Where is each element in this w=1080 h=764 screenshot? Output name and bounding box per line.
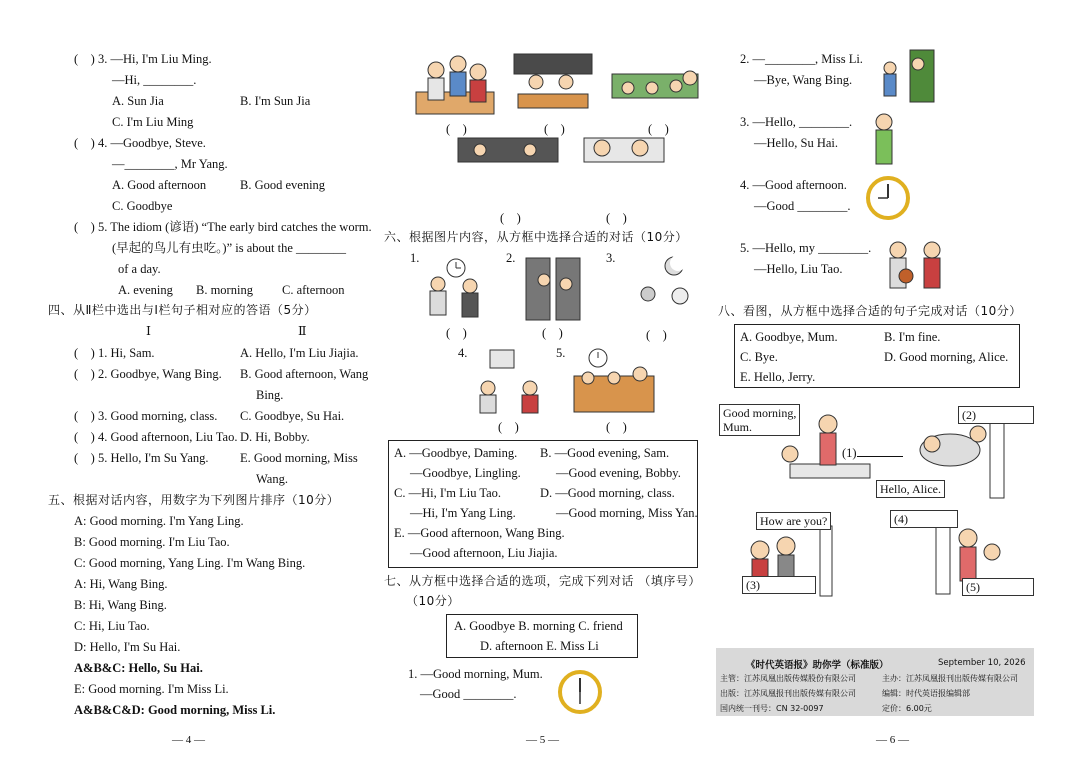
footer-serial-number: 国内统一刊号：CN 32-0097	[720, 704, 824, 713]
page-number-5: — 5 —	[526, 734, 559, 746]
section-6-pictures-row2	[470, 346, 660, 416]
bubble-how-are-you: How are you?	[756, 512, 831, 530]
cloze-4-line1: 4. —Good afternoon.	[740, 178, 847, 192]
q4-option-b: B. Good evening	[240, 178, 326, 192]
dialog-line-7: D: Hello, I'm Su Hai.	[74, 640, 181, 654]
s6-paren-5: ( )	[606, 420, 627, 434]
page-number-4: — 4 —	[172, 734, 205, 746]
picture-1	[416, 56, 494, 114]
pic-number-1: 1.	[410, 251, 420, 265]
s8-option-c: C. Bye.	[740, 350, 778, 364]
picture-5	[584, 138, 664, 162]
answer-paren-4: ( )	[500, 211, 521, 225]
bubble-hello-alice: Hello, Alice.	[876, 480, 945, 498]
blank-3-label: (3)	[746, 578, 760, 592]
option-d-line2: —Good morning, Miss Yan.	[556, 506, 698, 520]
s6-paren-3: ( )	[646, 328, 667, 342]
q3-option-a: A. Sun Jia	[112, 94, 164, 108]
page-number-6: — 6 —	[876, 734, 909, 746]
cloze-4-line2: —Good ________.	[754, 199, 851, 213]
alarm-clock-icon	[556, 668, 604, 716]
match-item-4: ( ) 4. Good afternoon, Liu Tao.	[74, 430, 238, 444]
blank-1-line[interactable]	[857, 456, 903, 457]
s8-option-a: A. Goodbye, Mum.	[740, 330, 838, 344]
word-options-line2: D. afternoon E. Miss Li	[480, 639, 599, 653]
q4-stem: ( ) 4. —Goodbye, Steve.	[74, 136, 206, 150]
match-answer-c: C. Goodbye, Su Hai.	[240, 409, 345, 423]
girl-waving-picture	[866, 110, 902, 168]
q5-option-a: A. evening	[118, 283, 173, 297]
footer-price: 定价：6.00元	[882, 704, 932, 713]
q5-option-c: C. afternoon	[282, 283, 345, 297]
clock-icon	[447, 259, 465, 277]
match-item-5: ( ) 5. Hello, I'm Su Yang.	[74, 451, 209, 465]
s6-paren-4: ( )	[498, 420, 519, 434]
option-a-line1: A. —Goodbye, Daming.	[394, 446, 518, 460]
blank-5	[962, 578, 1034, 596]
blank-2	[958, 406, 1034, 424]
q5-stem-line3: of a day.	[118, 262, 161, 276]
footer-date: September 10, 2026	[938, 658, 1026, 668]
section-7-score: （10分）	[406, 594, 460, 608]
cloze-5-line2: —Hello, Liu Tao.	[754, 262, 843, 276]
q5-option-b: B. morning	[196, 283, 253, 297]
s8-option-d: D. Good morning, Alice.	[884, 350, 1009, 364]
column-1-label: Ⅰ	[146, 324, 151, 338]
match-answer-b: B. Good afternoon, Wang	[240, 367, 369, 381]
s6-paren-1: ( )	[446, 326, 467, 340]
cloze-5-line1: 5. —Hello, my ________.	[740, 241, 872, 255]
dialog-line-5: B: Hi, Wang Bing.	[74, 598, 167, 612]
footer-title: 《时代英语报》助你学（标准版）	[746, 660, 889, 671]
answer-paren-3: ( )	[648, 122, 669, 136]
answer-paren-2: ( )	[544, 122, 565, 136]
section-7-heading: 七、从方框中选择合适的选项，完成下列对话 （填序号）	[384, 574, 701, 588]
option-b-line2: —Good evening, Bobby.	[556, 466, 681, 480]
pic-number-2: 2.	[506, 251, 516, 265]
q3-option-c: C. I'm Liu Ming	[112, 115, 194, 129]
s8-option-e: E. Hello, Jerry.	[740, 370, 816, 384]
clock-icon	[864, 174, 912, 222]
q5-stem-line2: (早起的鸟儿有虫吃。)” is about the ________	[112, 241, 347, 255]
dialog-line-2: B: Good morning. I'm Liu Tao.	[74, 535, 230, 549]
cloze-1-line1: 1. —Good morning, Mum.	[408, 667, 543, 681]
dialog-line-3: C: Good morning, Yang Ling. I'm Wang Bing.	[74, 556, 306, 570]
dialog-line-10: A&B&C&D: Good morning, Miss Li.	[74, 703, 276, 717]
footer-editor: 编辑：时代英语报编辑部	[882, 689, 970, 698]
bubble-good-morning	[719, 404, 800, 436]
option-c-line1: C. —Hi, I'm Liu Tao.	[394, 486, 502, 500]
cloze-2-line1: 2. —________, Miss Li.	[740, 52, 863, 66]
blank-1-label: (1)	[842, 446, 857, 460]
answer-paren-5: ( )	[606, 211, 627, 225]
section-8-heading: 八、看图，从方框中选择合适的句子完成对话（10分）	[718, 304, 1022, 318]
teacher-student-picture	[876, 48, 936, 104]
q4-option-a: A. Good afternoon	[112, 178, 207, 192]
publication-info-footer	[716, 648, 1034, 716]
match-answer-e: E. Good morning, Miss	[240, 451, 358, 465]
q5-stem: ( ) 5. The idiom (谚语) “The early bird catches the worm.	[74, 220, 372, 234]
pic-number-4: 4.	[458, 346, 468, 360]
cloze-1-line2: —Good ________.	[420, 687, 517, 701]
moon-icon	[665, 255, 686, 275]
picture-4	[458, 138, 558, 162]
pic-number-3: 3.	[606, 251, 616, 265]
match-item-1: ( ) 1. Hi, Sam.	[74, 346, 155, 360]
q4-option-c: C. Goodbye	[112, 199, 173, 213]
s6-paren-2: ( )	[542, 326, 563, 340]
section-4-heading: 四、从Ⅱ栏中选出与Ⅰ栏句子相对应的答语（5分）	[48, 303, 317, 317]
section-5-heading: 五、根据对话内容，用数字为下列图片排序（10分）	[48, 493, 340, 507]
picture-2	[514, 54, 592, 108]
option-b-line1: B. —Good evening, Sam.	[540, 446, 670, 460]
picture-3	[612, 71, 698, 98]
dialog-line-8: A&B&C: Hello, Su Hai.	[74, 661, 203, 675]
blank-4-label: (4)	[894, 512, 908, 526]
section-6-pictures-row1	[420, 254, 700, 326]
option-c-line2: —Hi, I'm Yang Ling.	[410, 506, 516, 520]
q3-stem: ( ) 3. —Hi, I'm Liu Ming.	[74, 52, 212, 66]
match-item-2: ( ) 2. Goodbye, Wang Bing.	[74, 367, 222, 381]
two-boys-picture	[884, 236, 948, 292]
bubble-good-morning-l2: Mum.	[723, 420, 753, 434]
clock-icon	[589, 349, 607, 367]
q4-blank-line: —________, Mr Yang.	[112, 157, 228, 171]
footer-publisher: 出版：江苏凤凰报刊出版传媒有限公司	[720, 689, 856, 698]
match-answer-b-cont: Bing.	[256, 388, 284, 402]
blank-5-label: (5)	[966, 580, 980, 594]
section-6-heading: 六、根据图片内容，从方框中选择合适的对话（10分）	[384, 230, 688, 244]
word-options-line1: A. Goodbye B. morning C. friend	[454, 619, 623, 633]
answer-paren-1: ( )	[446, 122, 467, 136]
option-e-line1: E. —Good afternoon, Wang Bing.	[394, 526, 565, 540]
q3-blank-line: —Hi, ________.	[112, 73, 197, 87]
pic-number-5: 5.	[556, 346, 566, 360]
match-answer-d: D. Hi, Bobby.	[240, 430, 310, 444]
column-2-label: Ⅱ	[298, 324, 307, 338]
footer-supervisor: 主管：江苏凤凰出版传媒股份有限公司	[720, 674, 856, 683]
option-a-line2: —Goodbye, Lingling.	[410, 466, 521, 480]
q3-option-b: B. I'm Sun Jia	[240, 94, 311, 108]
dialog-line-9: E: Good morning. I'm Miss Li.	[74, 682, 229, 696]
dialog-line-1: A: Good morning. I'm Yang Ling.	[74, 514, 244, 528]
blank-2-label: (2)	[962, 408, 976, 422]
s8-option-b: B. I'm fine.	[884, 330, 941, 344]
match-answer-a: A. Hello, I'm Liu Jiajia.	[240, 346, 359, 360]
cloze-3-line1: 3. —Hello, ________.	[740, 115, 853, 129]
blank-1	[842, 446, 903, 461]
footer-sponsor: 主办：江苏凤凰报刊出版传媒有限公司	[882, 674, 1018, 683]
bubble-good-morning-l1: Good morning,	[723, 406, 797, 420]
blank-4	[890, 510, 958, 528]
cloze-3-line2: —Hello, Su Hai.	[754, 136, 839, 150]
option-d-line1: D. —Good morning, class.	[540, 486, 675, 500]
match-answer-e-cont: Wang.	[256, 472, 288, 486]
cloze-2-line2: —Bye, Wang Bing.	[754, 73, 853, 87]
option-e-line2: —Good afternoon, Liu Jiajia.	[410, 546, 558, 560]
classroom-pictures-top	[414, 52, 704, 164]
blank-3	[742, 576, 816, 594]
match-item-3: ( ) 3. Good morning, class.	[74, 409, 218, 423]
dialog-line-6: C: Hi, Liu Tao.	[74, 619, 150, 633]
dialog-line-4: A: Hi, Wang Bing.	[74, 577, 168, 591]
